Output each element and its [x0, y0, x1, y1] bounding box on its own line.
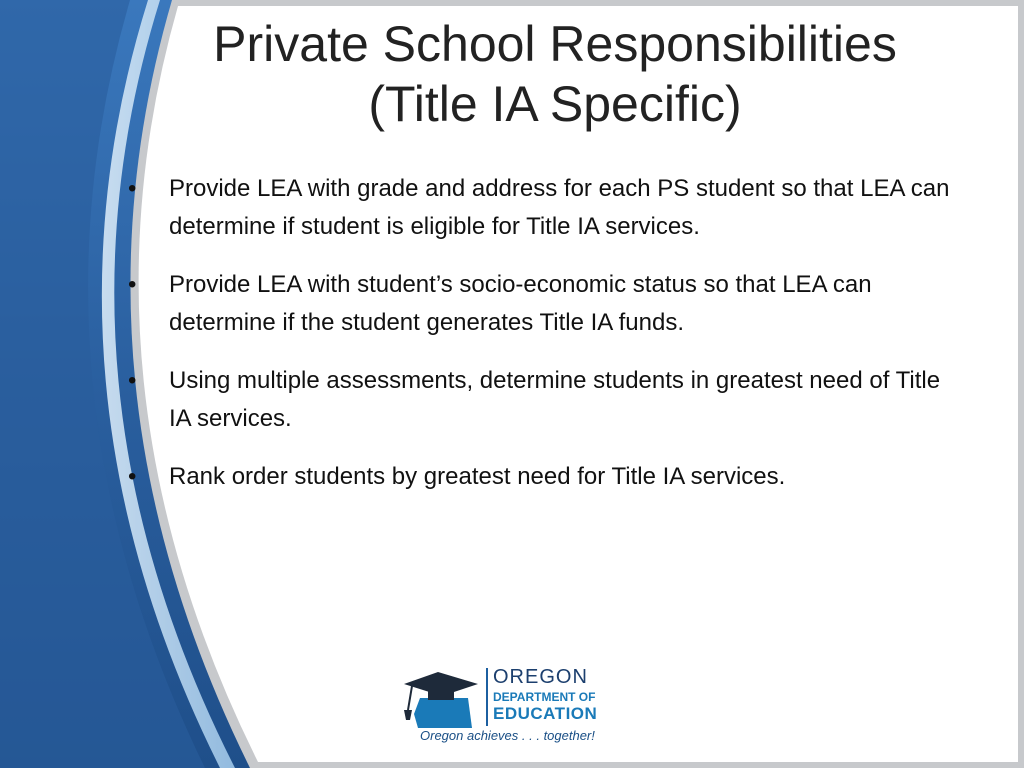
- graduation-cap-oregon-icon: [398, 670, 484, 730]
- bullet-list: [124, 170, 964, 516]
- logo-tagline: Oregon achieves . . . together!: [420, 728, 595, 743]
- bullet-text: Using multiple assessments, determine students in greatest need of Title IA services.: [169, 367, 941, 432]
- bullet-text: Rank order students by greatest need for Title IA services.: [169, 463, 786, 490]
- bullet-item: [124, 170, 964, 246]
- bullet-icon: •: [128, 175, 137, 202]
- logo-divider: [486, 668, 488, 726]
- logo-name-department: DEPARTMENT OF: [493, 690, 596, 704]
- slide-title: [150, 14, 960, 134]
- slide-title-line-2: (Title IA Specific): [368, 76, 742, 132]
- oregon-department-of-education-logo: [398, 664, 604, 748]
- bullet-text: Provide LEA with student’s socio-economic status so that LEA can determine if the student generates Title IA funds.: [169, 271, 872, 336]
- bullet-text: Provide LEA with grade and address for each PS student so that LEA can determine if student is eligible for Title IA services.: [169, 175, 950, 240]
- logo-name-education: EDUCATION: [493, 704, 598, 723]
- logo-name-oregon: OREGON: [493, 666, 588, 688]
- slide-title-line-1: Private School Responsibilities: [213, 16, 897, 72]
- bullet-icon: •: [128, 271, 137, 298]
- bullet-item: [124, 362, 964, 438]
- bullet-item: [124, 458, 964, 496]
- bullet-item: [124, 266, 964, 342]
- bullet-icon: •: [128, 463, 137, 490]
- bullet-icon: •: [128, 367, 137, 394]
